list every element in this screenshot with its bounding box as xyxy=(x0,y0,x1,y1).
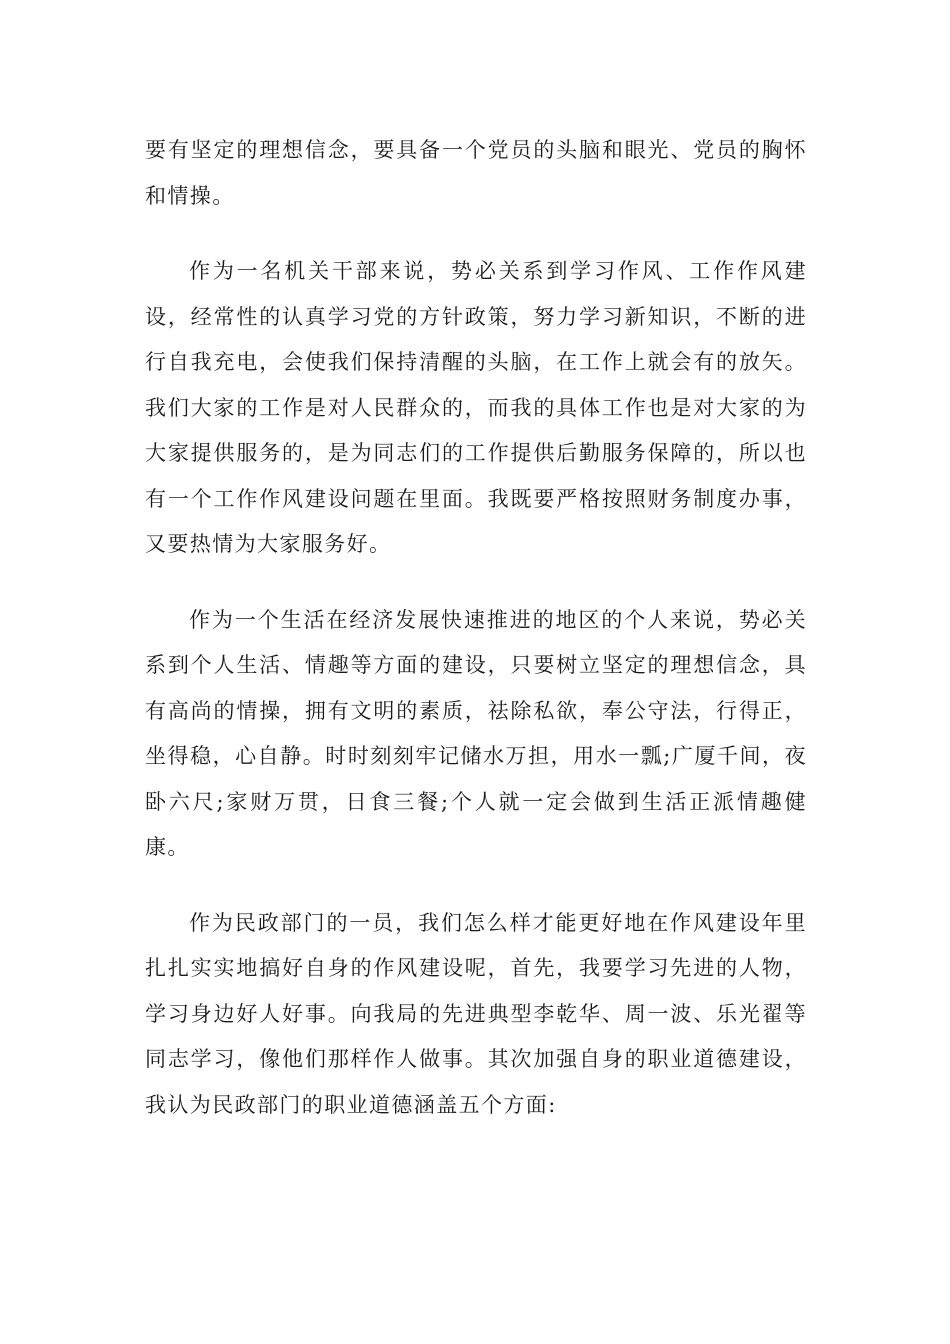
paragraph-personal-life: 作为一个生活在经济发展快速推进的地区的个人来说，势必关系到个人生活、情趣等方面的建设，只要树立坚定的理想信念，具有高尚的情操，拥有文明的素质，祛除私欲，奉公守法，行得正，坐得稳，心自静。时时刻刻牢记储水万担，用水一瓢;广厦千间，夜卧六尺;家财万贯，日食三餐;个人就一定会做到生活正派情趣健康。 xyxy=(145,607,807,859)
document-body xyxy=(145,128,807,1128)
paragraph-cadre-work-style: 作为一名机关干部来说，势必关系到学习作风、工作作风建设，经常性的认真学习党的方针政策，努力学习新知识，不断的进行自我充电，会使我们保持清醒的头脑，在工作上就会有的放矢。我们大家的工作是对人民群众的，而我的具体工作也是对大家的为大家提供服务的，是为同志们的工作提供后勤服务保障的，所以也有一个工作作风建设问题在里面。我既要严格按照财务制度办事，又要热情为大家服务好。 xyxy=(145,259,807,556)
paragraph-continuation: 要有坚定的理想信念，要具备一个党员的头脑和眼光、党员的胸怀和情操。 xyxy=(145,138,807,208)
paragraph-civil-affairs: 作为民政部门的一员，我们怎么样才能更好地在作风建设年里扎扎实实地搞好自身的作风建设呢，首先，我要学习先进的人物，学习身边好人好事。向我局的先进典型李乾华、周一波、乐光翟等同志学习，像他们那样作人做事。其次加强自身的职业道德建设，我认为民政部门的职业道德涵盖五个方面: xyxy=(145,910,807,1117)
